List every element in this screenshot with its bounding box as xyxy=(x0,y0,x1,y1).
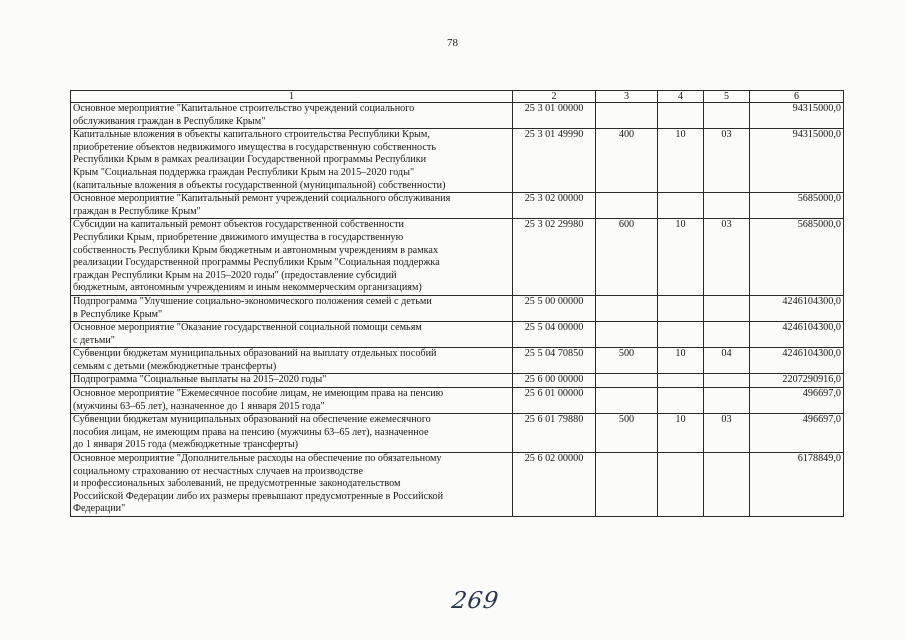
row-section xyxy=(658,374,704,388)
row-subsection xyxy=(704,374,750,388)
table-row xyxy=(71,219,844,296)
header-col-4: 4 xyxy=(658,91,704,103)
row-section: 10 xyxy=(658,414,704,453)
row-subsection: 03 xyxy=(704,414,750,453)
row-expense-type xyxy=(596,388,658,414)
row-subsection: 04 xyxy=(704,348,750,374)
header-row xyxy=(71,91,844,103)
row-expense-type xyxy=(596,453,658,517)
row-code: 25 3 01 00000 xyxy=(513,103,596,129)
row-expense-type xyxy=(596,295,658,321)
table-row xyxy=(71,322,844,348)
table-row xyxy=(71,129,844,193)
row-code: 25 6 01 00000 xyxy=(513,388,596,414)
table-row xyxy=(71,348,844,374)
row-code: 25 3 02 00000 xyxy=(513,193,596,219)
row-code: 25 5 00 00000 xyxy=(513,295,596,321)
table-row xyxy=(71,295,844,321)
row-code: 25 3 01 49990 xyxy=(513,129,596,193)
row-expense-type: 500 xyxy=(596,348,658,374)
table-row xyxy=(71,193,844,219)
row-subsection: 03 xyxy=(704,219,750,296)
row-section xyxy=(658,388,704,414)
row-amount: 4246104300,0 xyxy=(750,322,844,348)
header-col-5: 5 xyxy=(704,91,750,103)
row-expense-type xyxy=(596,374,658,388)
row-name: Основное мероприятие "Капитальное строительство учреждений социального обслуживания граждан в Республике Крым" xyxy=(71,103,513,129)
row-expense-type xyxy=(596,322,658,348)
row-subsection xyxy=(704,322,750,348)
row-subsection: 03 xyxy=(704,129,750,193)
row-subsection xyxy=(704,193,750,219)
row-name: Капитальные вложения в объекты капитального строительства Республики Крым, приобретение объектов недвижимого имущества в государственную собственность Республики Крым в рамках реализации Государственной программы Республики Крым "Социальная поддержка граждан Республики Крым на 2015–2020 годы" (капитальные вложения в объекты государственной (муниципальной) собственности) xyxy=(71,129,513,193)
row-code: 25 6 01 79880 xyxy=(513,414,596,453)
row-section xyxy=(658,103,704,129)
row-amount: 4246104300,0 xyxy=(750,348,844,374)
row-name: Субвенции бюджетам муниципальных образований на выплату отдельных пособий семьям с детьми (межбюджетные трансферты) xyxy=(71,348,513,374)
budget-table-body xyxy=(71,103,844,517)
row-code: 25 6 00 00000 xyxy=(513,374,596,388)
row-code: 25 5 04 70850 xyxy=(513,348,596,374)
row-subsection xyxy=(704,453,750,517)
row-name: Основное мероприятие "Оказание государственной социальной помощи семьям с детьми" xyxy=(71,322,513,348)
row-name: Основное мероприятие "Ежемесячное пособие лицам, не имеющим права на пенсию (мужчины 63–65 лет), назначенное до 1 января 2015 года" xyxy=(71,388,513,414)
row-section xyxy=(658,193,704,219)
header-col-1: 1 xyxy=(71,91,513,103)
header-col-3: 3 xyxy=(596,91,658,103)
page-number: 78 xyxy=(447,37,458,49)
row-name: Субсидии на капитальный ремонт объектов государственной собственности Республики Крым, приобретение движимого имущества в государственную собственность Республики Крым бюджетным и автономным учреждениям в рамках реализации Государственной программы Республики Крым "Социальная поддержка граждан Республики Крым на 2015–2020 годы" (предоставление субсидий бюджетным, автономным учреждениям и иным некоммерческим организациям) xyxy=(71,219,513,296)
row-amount: 4246104300,0 xyxy=(750,295,844,321)
row-amount: 496697,0 xyxy=(750,388,844,414)
handwritten-page-number: 269 xyxy=(450,588,501,614)
table-row xyxy=(71,103,844,129)
row-name: Субвенции бюджетам муниципальных образований на обеспечение ежемесячного пособия лицам, не имеющим права на пенсию (мужчины 63–65 лет), назначенное до 1 января 2015 года (межбюджетные трансферты) xyxy=(71,414,513,453)
row-subsection xyxy=(704,103,750,129)
table-row xyxy=(71,453,844,517)
row-code: 25 3 02 29980 xyxy=(513,219,596,296)
row-subsection xyxy=(704,295,750,321)
row-subsection xyxy=(704,388,750,414)
header-col-6: 6 xyxy=(750,91,844,103)
row-section xyxy=(658,322,704,348)
row-section: 10 xyxy=(658,129,704,193)
row-name: Подпрограмма "Улучшение социально-экономического положения семей с детьми в Республике Крым" xyxy=(71,295,513,321)
row-amount: 2207290916,0 xyxy=(750,374,844,388)
row-amount: 5685000,0 xyxy=(750,219,844,296)
row-name: Основное мероприятие "Дополнительные расходы на обеспечение по обязательному социальному страхованию от несчастных случаев на производстве и профессиональных заболеваний, не предусмотренные законодательством Российской Федерации либо их размеры превышают предусмотренные в Российской Федерации" xyxy=(71,453,513,517)
row-amount: 94315000,0 xyxy=(750,103,844,129)
row-amount: 496697,0 xyxy=(750,414,844,453)
row-code: 25 6 02 00000 xyxy=(513,453,596,517)
row-name: Подпрограмма "Социальные выплаты на 2015–2020 годы" xyxy=(71,374,513,388)
row-expense-type: 600 xyxy=(596,219,658,296)
row-section: 10 xyxy=(658,219,704,296)
row-expense-type: 400 xyxy=(596,129,658,193)
row-amount: 94315000,0 xyxy=(750,129,844,193)
row-section: 10 xyxy=(658,348,704,374)
header-col-2: 2 xyxy=(513,91,596,103)
row-amount: 5685000,0 xyxy=(750,193,844,219)
table-row xyxy=(71,374,844,388)
row-code: 25 5 04 00000 xyxy=(513,322,596,348)
row-section xyxy=(658,453,704,517)
row-amount: 6178849,0 xyxy=(750,453,844,517)
table-row xyxy=(71,414,844,453)
row-expense-type xyxy=(596,103,658,129)
row-name: Основное мероприятие "Капитальный ремонт учреждений социального обслуживания граждан в Республике Крым" xyxy=(71,193,513,219)
table-row xyxy=(71,388,844,414)
row-expense-type xyxy=(596,193,658,219)
row-expense-type: 500 xyxy=(596,414,658,453)
row-section xyxy=(658,295,704,321)
budget-table xyxy=(70,90,844,517)
